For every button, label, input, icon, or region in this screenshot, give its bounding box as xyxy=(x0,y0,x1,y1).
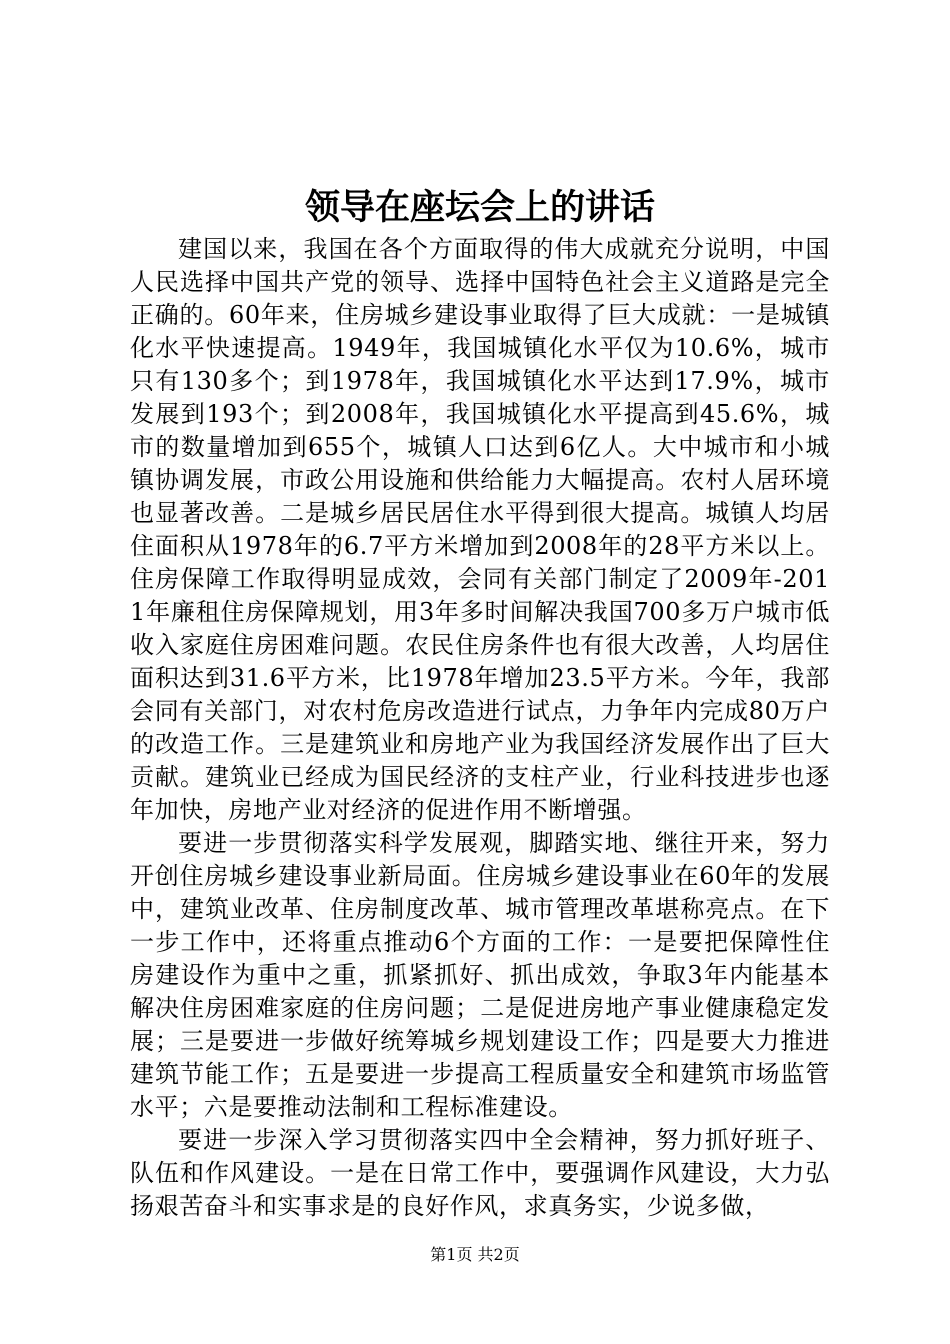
document-title: 领导在座坛会上的讲话 xyxy=(304,187,655,228)
paragraph: 要进一步贯彻落实科学发展观，脚踏实地、继往开来，努力开创住房城乡建设事业新局面。住房城乡建设事业在60年的发展中，建筑业改革、住房制度改革、城市管理改革堪称亮点。在下一步工作中，还将重点推动6个方面的工作：一是要把保障性住房建设作为重中之重，抓紧抓好、抓出成效，争取3年内能基本解决住房困难家庭的住房问题；二是促进房地产事业健康稳定发展；三是要进一步做好统筹城乡规划建设工作；四是要大力推进建筑节能工作；五是要进一步提高工程质量安全和建筑市场监管水平；六是要推动法制和工程标准建设。 xyxy=(130,829,830,1121)
document-body xyxy=(130,233,830,1223)
paragraph: 要进一步深入学习贯彻落实四中全会精神，努力抓好班子、队伍和作风建设。一是在日常工作中，要强调作风建设，大力弘扬艰苦奋斗和实事求是的良好作风，求真务实，少说多做， xyxy=(130,1126,830,1220)
page-footer: 第1页 共2页 xyxy=(430,1245,520,1264)
paragraph: 建国以来，我国在各个方面取得的伟大成就充分说明，中国人民选择中国共产党的领导、选择中国特色社会主义道路是完全正确的。60年来，住房城乡建设事业取得了巨大成就：一是城镇化水平快速提高。1949年，我国城镇化水平仅为10.6%，城市只有130多个；到1978年，我国城镇化水平达到17.9%，城市发展到193个；到2008年，我国城镇化水平提高到45.6%，城市的数量增加到655个，城镇人口达到6亿人。大中城市和小城镇协调发展，市政公用设施和供给能力大幅提高。农村人居环境也显著改善。二是城乡居民居住水平得到很大提高。城镇人均居住面积从1978年的6.7平方米增加到2008年的28平方米以上。住房保障工作取得明显成效，会同有关部门制定了2009年-2011年廉租住房保障规划，用3年多时间解决我国700多万户城市低收入家庭住房困难问题。农民住房条件也有很大改善，人均居住面积达到31.6平方米，比1978年增加23.5平方米。今年，我部会同有关部门，对农村危房改造进行试点，力争年内完成80万户的改造工作。三是建筑业和房地产业为我国经济发展作出了巨大贡献。建筑业已经成为国民经济的支柱产业，行业科技进步也逐年加快，房地产业对经济的促进作用不断增强。 xyxy=(130,235,830,824)
